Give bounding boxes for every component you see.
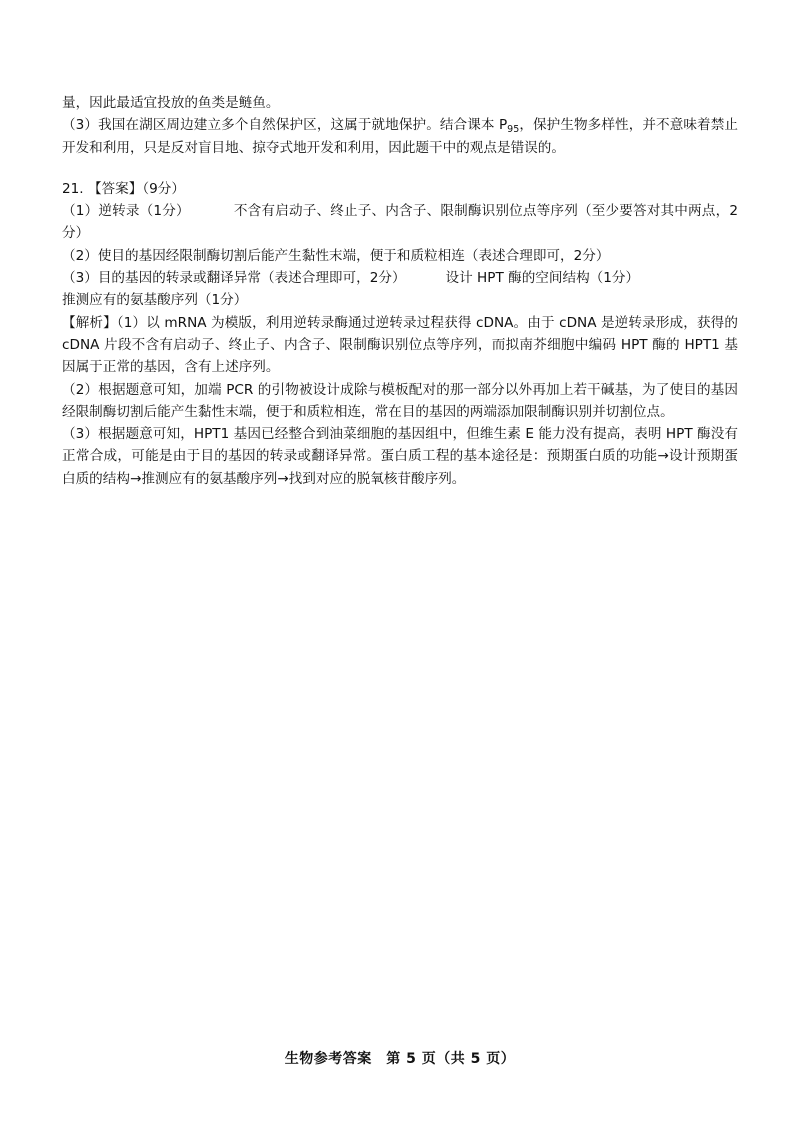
page-footer: 生物参考答案 第 5 页（共 5 页） bbox=[284, 1051, 516, 1067]
page-subscript: 95 bbox=[507, 124, 520, 136]
explanation-part-3 bbox=[62, 423, 738, 490]
protection-zone-text-continued: ，保护生物多样性，并不意味着禁止开发和利用，只是反对盲目地、掠夺式地开发和利用，因此题干中的观点是错误的。 bbox=[62, 117, 738, 156]
answer-part-1 bbox=[62, 200, 738, 245]
answer-part-3-right: 设计 HPT 酶的空间结构（1分） bbox=[445, 270, 640, 287]
explanation-part-1 bbox=[62, 312, 738, 379]
answer-part-1-right: 不含有启动子、终止子、内含子、限制酶识别位点等序列（至少要答对其中两点，2分） bbox=[62, 203, 738, 242]
answer-part-2-text: （2）使目的基因经限制酶切割后能产生黏性末端，便于和质粒相连（表述合理即可，2分） bbox=[62, 247, 610, 264]
explanation-part-1-text: 【解析】（1）以 mRNA 为模版，利用逆转录酶通过逆转录过程获得 cDNA。由于 cDNA 是逆转录形成，获得的 cDNA 片段不含有启动子、终止子、内含子、限制酶识别位点等序列，而拟南芥细胞中编码 HPT 酶的 HPT1 基因属于正常的基因，含有上述序列。 bbox=[62, 314, 738, 376]
explanation-part-2-text: （2）根据题意可知，加端 PCR 的引物被设计成除与模板配对的那一部分以外再加上若干碱基，为了使目的基因经限制酶切割后能产生黏性末端，便于和质粒相连，常在目的基因的两端添加限制酶识别并切割位点。 bbox=[62, 381, 738, 420]
question-21-header-text: 21. 【答案】（9分） bbox=[62, 180, 185, 197]
paragraph-fish-conclusion bbox=[62, 92, 738, 114]
paragraph-protection-zone bbox=[62, 114, 738, 159]
fish-conclusion-text: 量，因此最适宜投放的鱼类是鲢鱼。 bbox=[62, 95, 280, 111]
protection-zone-text: （3）我国在湖区周边建立多个自然保护区，这属于就地保护。结合课本 P bbox=[62, 117, 508, 134]
answer-part-3-line2: 推测应有的氨基酸序列（1分） bbox=[62, 292, 248, 309]
answer-part-3-continued bbox=[62, 289, 738, 311]
answer-part-1-left: （1）逆转录（1分） bbox=[62, 203, 190, 220]
question-21-header bbox=[62, 178, 738, 200]
answer-text-body bbox=[62, 92, 738, 490]
section-gap bbox=[62, 159, 738, 178]
explanation-part-3-text: （3）根据题意可知，HPT1 基因已经整合到油菜细胞的基因组中，但维生素 E 能力没有提高，表明 HPT 酶没有正常合成，可能是由于目的基因的转录或翻译异常。蛋白质工程的基本途径是：预期蛋白质的功能→设计预期蛋白质的结构→推测应有的氨基酸序列→找到对应的脱氧核苷酸序列。 bbox=[62, 426, 738, 487]
explanation-part-2 bbox=[62, 379, 738, 424]
answer-part-2 bbox=[62, 245, 738, 267]
answer-part-3 bbox=[62, 267, 738, 289]
answer-part-3-left: （3）目的基因的转录或翻译异常（表述合理即可，2分） bbox=[62, 270, 406, 287]
